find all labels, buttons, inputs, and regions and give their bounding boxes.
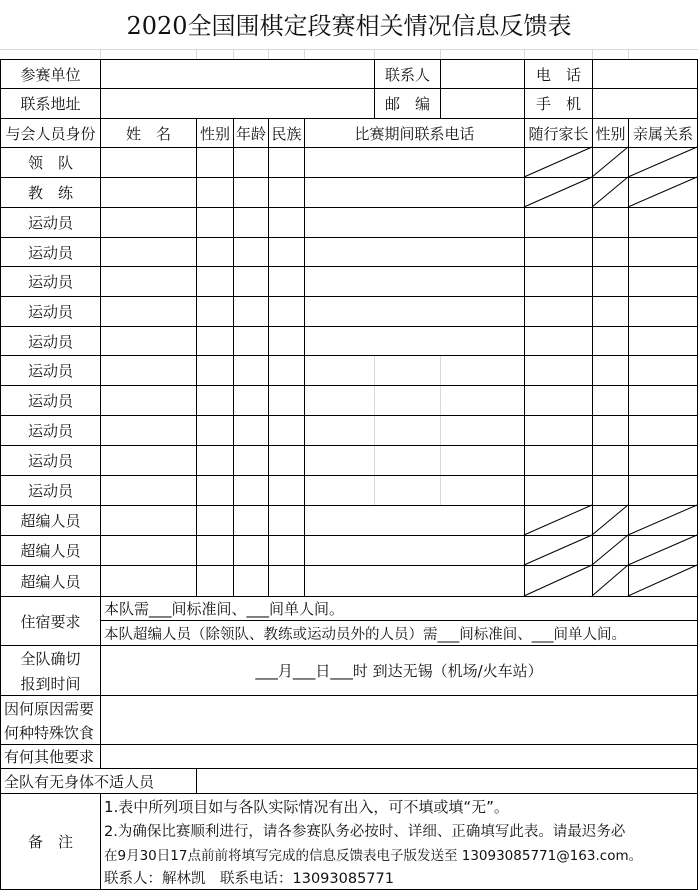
contact-label: 联系人 xyxy=(384,65,430,84)
header-parent: 随行家长 xyxy=(528,124,589,143)
notes-line-4: 联系人：解林凯 联系电话：13093085771 xyxy=(104,871,394,887)
postcode-label: 邮 编 xyxy=(384,95,430,113)
role-label: 超编人员 xyxy=(20,572,81,591)
postcode-input[interactable] xyxy=(441,89,524,118)
arrival-label-1: 全队确切 xyxy=(20,650,81,668)
header-gender: 性别 xyxy=(199,124,230,143)
role-label: 运动员 xyxy=(27,362,73,380)
notes-line-2: 2.为确保比赛顺利进行，请各参赛队务必按时、详细、正确填写此表。请最迟务必 xyxy=(104,823,626,840)
role-label: 运动员 xyxy=(27,214,73,232)
role-label: 运动员 xyxy=(27,422,73,440)
header-ethnicity: 民族 xyxy=(271,124,302,143)
role-label: 运动员 xyxy=(27,243,73,262)
role-label: 运动员 xyxy=(27,392,73,410)
form-title: 2020全国围棋定段赛相关情况信息反馈表 xyxy=(126,12,572,40)
header-parent-gender: 性别 xyxy=(595,124,626,143)
header-relation: 亲属关系 xyxy=(632,124,693,143)
notes-line-3: 在9月30日17点前前将填写完成的信息反馈表电子版发送至 13093085771@163.com。 xyxy=(104,848,643,864)
role-label: 运动员 xyxy=(27,332,73,351)
header-name: 姓 名 xyxy=(125,124,171,143)
role-label: 领 队 xyxy=(27,154,73,172)
header-identity: 与会人员身份 xyxy=(5,124,96,143)
address-label: 联系地址 xyxy=(20,95,81,113)
role-label: 超编人员 xyxy=(20,512,81,530)
header-age: 年龄 xyxy=(235,124,266,143)
mobile-label: 手 机 xyxy=(535,95,581,113)
role-label: 运动员 xyxy=(27,452,73,470)
header-match-phone: 比赛期间联系电话 xyxy=(354,124,475,143)
notes-label: 备 注 xyxy=(27,833,73,851)
health-input[interactable] xyxy=(197,769,697,793)
role-label: 运动员 xyxy=(27,482,73,500)
unit-label: 参赛单位 xyxy=(20,65,81,84)
arrival-text: ___月___日___时 到达无锡（机场/火车站） xyxy=(255,662,543,680)
contact-input[interactable] xyxy=(441,60,524,88)
mobile-input[interactable] xyxy=(593,89,697,118)
health-label: 全队有无身体不适人员 xyxy=(4,772,155,791)
phone-label: 电 话 xyxy=(535,65,581,84)
arrival-label-2: 报到时间 xyxy=(20,674,81,693)
phone-input[interactable] xyxy=(593,60,697,88)
unit-input[interactable] xyxy=(101,60,374,88)
role-label: 运动员 xyxy=(27,273,73,291)
notes-line-1: 1.表中所列项目如与各队实际情况有出入，可不填或填“无”。 xyxy=(104,797,509,816)
diet-label-1: 因何原因需要 xyxy=(4,699,95,718)
diet-input[interactable] xyxy=(101,696,697,744)
lodging-label: 住宿要求 xyxy=(20,612,81,631)
role-label: 超编人员 xyxy=(20,542,81,560)
lodging-line-1: 本队需___间标准间、___间单人间。 xyxy=(104,600,345,618)
other-input[interactable] xyxy=(101,745,697,768)
lodging-line-2: 本队超编人员（除领队、教练或运动员外的人员）需___间标准间、___间单人间。 xyxy=(104,626,626,643)
diet-label-2: 何种特殊饮食 xyxy=(4,723,95,742)
other-label: 有何其他要求 xyxy=(4,748,95,766)
role-label: 运动员 xyxy=(27,303,73,321)
role-label: 教 练 xyxy=(27,184,73,202)
address-input[interactable] xyxy=(101,89,374,118)
